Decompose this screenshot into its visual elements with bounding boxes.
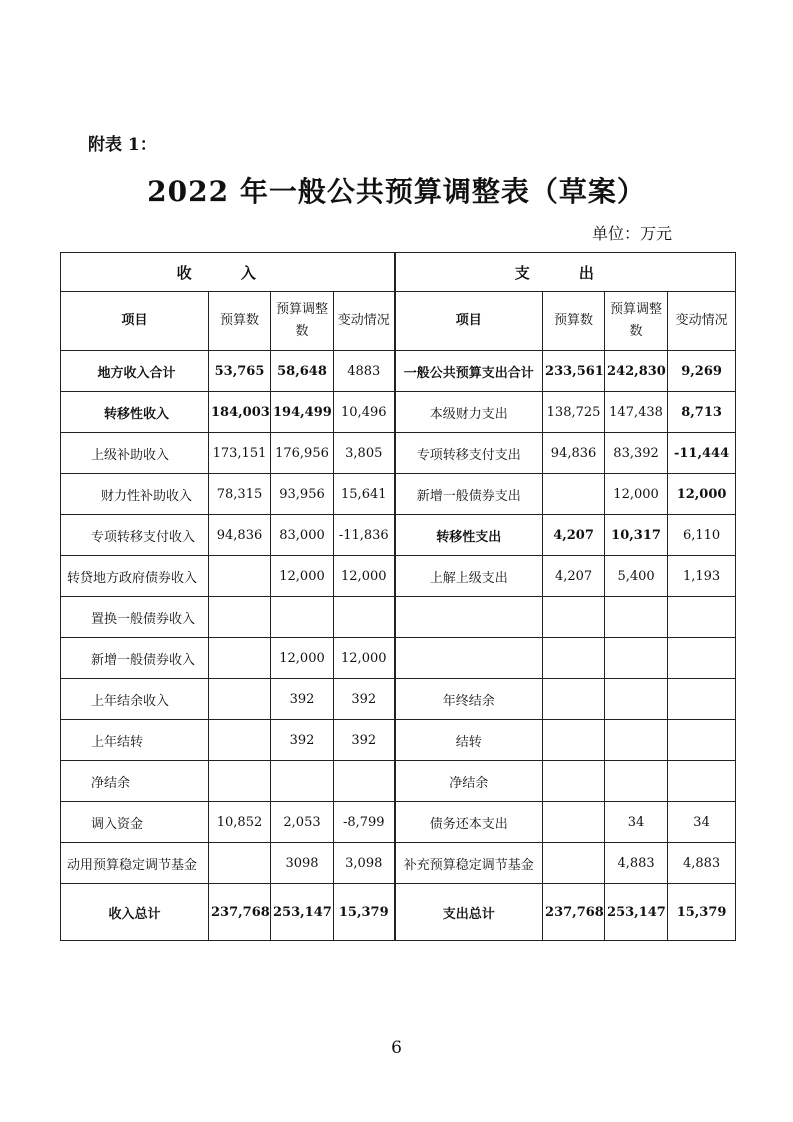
expense-budget-header: 预算数 — [543, 292, 605, 351]
income-adjusted: 392 — [271, 720, 334, 761]
expense-change: -11,444 — [668, 433, 736, 474]
income-item: 上年结余收入 — [61, 679, 209, 720]
income-change — [334, 761, 395, 802]
expense-item — [395, 597, 543, 638]
income-item: 上年结转 — [61, 720, 209, 761]
table-row — [61, 556, 736, 597]
income-budget: 173,151 — [209, 433, 271, 474]
income-item: 地方收入合计 — [61, 351, 209, 392]
income-change: 12,000 — [334, 638, 395, 679]
income-adjusted: 12,000 — [271, 638, 334, 679]
expense-budget: 4,207 — [543, 515, 605, 556]
income-change: 15,641 — [334, 474, 395, 515]
income-adjusted — [271, 761, 334, 802]
income-adjusted: 12,000 — [271, 556, 334, 597]
expense-total-adjusted: 253,147 — [605, 884, 668, 941]
income-change — [334, 597, 395, 638]
expense-change: 6,110 — [668, 515, 736, 556]
income-adjusted: 83,000 — [271, 515, 334, 556]
income-change: 392 — [334, 720, 395, 761]
expense-change — [668, 720, 736, 761]
expense-change — [668, 638, 736, 679]
page-number: 6 — [391, 1038, 402, 1058]
table-row — [61, 802, 736, 843]
budget-adjustment-table — [60, 252, 736, 941]
income-budget: 94,836 — [209, 515, 271, 556]
expense-item: 转移性支出 — [395, 515, 543, 556]
expense-budget — [543, 843, 605, 884]
expense-item — [395, 638, 543, 679]
expense-item: 净结余 — [395, 761, 543, 802]
expense-adjusted — [605, 638, 668, 679]
expense-change: 12,000 — [668, 474, 736, 515]
expense-change — [668, 597, 736, 638]
expense-adjusted: 5,400 — [605, 556, 668, 597]
expense-total-budget: 237,768 — [543, 884, 605, 941]
expense-budget — [543, 597, 605, 638]
expense-budget: 4,207 — [543, 556, 605, 597]
expense-adjusted: 12,000 — [605, 474, 668, 515]
total-row — [61, 884, 736, 941]
income-change: 3,805 — [334, 433, 395, 474]
expense-budget — [543, 679, 605, 720]
table-row — [61, 679, 736, 720]
income-adjusted: 392 — [271, 679, 334, 720]
expense-item: 债务还本支出 — [395, 802, 543, 843]
income-change: 3,098 — [334, 843, 395, 884]
income-item: 动用预算稳定调节基金 — [61, 843, 209, 884]
table-row — [61, 392, 736, 433]
income-budget — [209, 556, 271, 597]
expense-section-header: 支 出 — [395, 253, 736, 292]
table-row — [61, 351, 736, 392]
expense-adjusted: 242,830 — [605, 351, 668, 392]
income-adjusted — [271, 597, 334, 638]
income-item: 置换一般债券收入 — [61, 597, 209, 638]
income-budget — [209, 597, 271, 638]
expense-total-label: 支出总计 — [395, 884, 543, 941]
income-change: 4883 — [334, 351, 395, 392]
income-adjusted: 176,956 — [271, 433, 334, 474]
income-change: 12,000 — [334, 556, 395, 597]
income-item: 转贷地方政府债券收入 — [61, 556, 209, 597]
income-budget: 78,315 — [209, 474, 271, 515]
expense-adjusted: 10,317 — [605, 515, 668, 556]
table-row — [61, 474, 736, 515]
income-budget — [209, 720, 271, 761]
expense-budget: 138,725 — [543, 392, 605, 433]
expense-budget: 94,836 — [543, 433, 605, 474]
income-budget: 10,852 — [209, 802, 271, 843]
income-section-header: 收 入 — [61, 253, 395, 292]
income-adjusted-header: 预算调整数 — [271, 292, 334, 351]
expense-change-header: 变动情况 — [668, 292, 736, 351]
income-budget: 184,003 — [209, 392, 271, 433]
expense-item: 补充预算稳定调节基金 — [395, 843, 543, 884]
table-row — [61, 638, 736, 679]
income-budget — [209, 843, 271, 884]
expense-change — [668, 761, 736, 802]
expense-item-header: 项目 — [395, 292, 543, 351]
table-row — [61, 761, 736, 802]
income-adjusted: 58,648 — [271, 351, 334, 392]
income-change: -8,799 — [334, 802, 395, 843]
expense-item: 上解上级支出 — [395, 556, 543, 597]
expense-adjusted — [605, 679, 668, 720]
income-budget — [209, 679, 271, 720]
income-item: 净结余 — [61, 761, 209, 802]
expense-change: 1,193 — [668, 556, 736, 597]
expense-budget — [543, 720, 605, 761]
expense-change: 4,883 — [668, 843, 736, 884]
expense-adjusted — [605, 597, 668, 638]
expense-adjusted: 34 — [605, 802, 668, 843]
income-budget-header: 预算数 — [209, 292, 271, 351]
expense-item: 本级财力支出 — [395, 392, 543, 433]
expense-budget — [543, 761, 605, 802]
income-change: 10,496 — [334, 392, 395, 433]
document-title: 2022 年一般公共预算调整表（草案） — [147, 175, 646, 208]
expense-adjusted: 4,883 — [605, 843, 668, 884]
expense-adjusted — [605, 720, 668, 761]
income-item-header: 项目 — [61, 292, 209, 351]
income-total-change: 15,379 — [334, 884, 395, 941]
unit-label: 单位：万元 — [592, 224, 673, 243]
expense-budget: 233,561 — [543, 351, 605, 392]
income-item: 新增一般债券收入 — [61, 638, 209, 679]
expense-change: 34 — [668, 802, 736, 843]
expense-item: 新增一般债券支出 — [395, 474, 543, 515]
expense-change: 9,269 — [668, 351, 736, 392]
table-row — [61, 433, 736, 474]
expense-adjusted — [605, 761, 668, 802]
income-item: 专项转移支付收入 — [61, 515, 209, 556]
income-change-header: 变动情况 — [334, 292, 395, 351]
expense-total-change: 15,379 — [668, 884, 736, 941]
expense-budget — [543, 474, 605, 515]
expense-item: 年终结余 — [395, 679, 543, 720]
table-row — [61, 515, 736, 556]
income-change: -11,836 — [334, 515, 395, 556]
expense-budget — [543, 638, 605, 679]
income-adjusted: 93,956 — [271, 474, 334, 515]
expense-change — [668, 679, 736, 720]
expense-adjusted: 83,392 — [605, 433, 668, 474]
income-item: 上级补助收入 — [61, 433, 209, 474]
annex-label: 附表 1： — [88, 135, 157, 155]
expense-change: 8,713 — [668, 392, 736, 433]
table-row — [61, 597, 736, 638]
expense-item: 专项转移支付支出 — [395, 433, 543, 474]
income-adjusted: 194,499 — [271, 392, 334, 433]
income-budget — [209, 638, 271, 679]
expense-item: 结转 — [395, 720, 543, 761]
expense-adjusted: 147,438 — [605, 392, 668, 433]
income-item: 调入资金 — [61, 802, 209, 843]
income-item: 财力性补助收入 — [61, 474, 209, 515]
expense-item: 一般公共预算支出合计 — [395, 351, 543, 392]
income-budget — [209, 761, 271, 802]
expense-adjusted-header: 预算调整数 — [605, 292, 668, 351]
income-change: 392 — [334, 679, 395, 720]
income-item: 转移性收入 — [61, 392, 209, 433]
income-total-budget: 237,768 — [209, 884, 271, 941]
income-budget: 53,765 — [209, 351, 271, 392]
income-total-label: 收入总计 — [61, 884, 209, 941]
income-adjusted: 3098 — [271, 843, 334, 884]
expense-budget — [543, 802, 605, 843]
table-row — [61, 720, 736, 761]
table-row — [61, 843, 736, 884]
income-adjusted: 2,053 — [271, 802, 334, 843]
income-total-adjusted: 253,147 — [271, 884, 334, 941]
